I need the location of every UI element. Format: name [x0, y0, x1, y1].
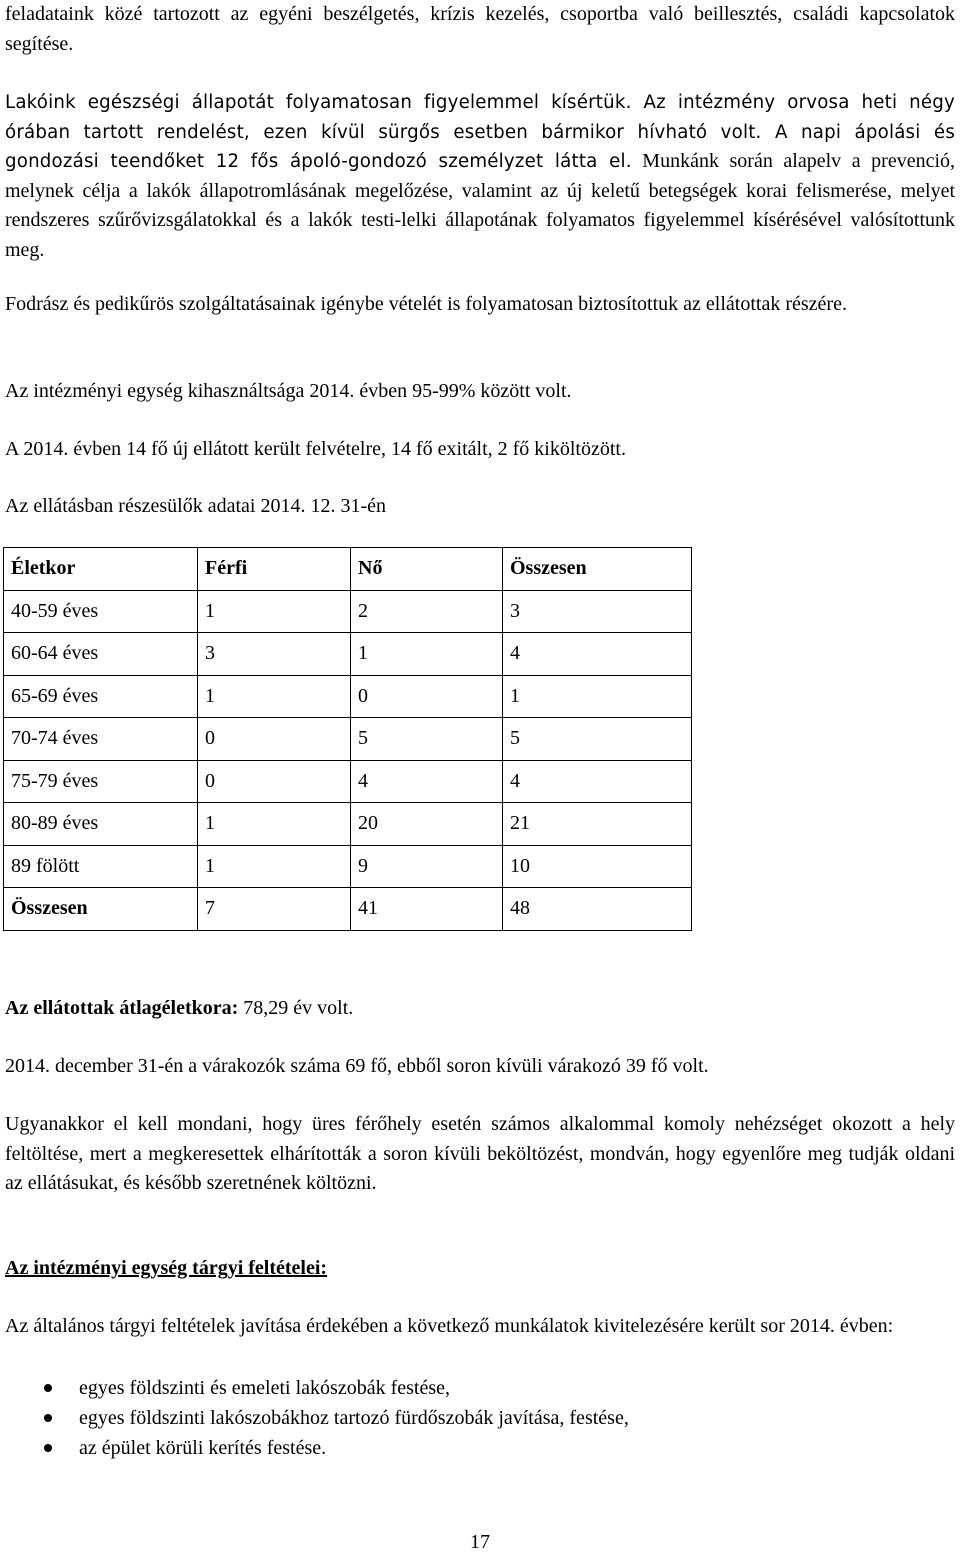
bullet-icon — [44, 1384, 52, 1392]
paragraph-waiting: 2014. december 31-én a várakozók száma 69 fő, ebből soron kívüli várakozó 39 fő volt. — [5, 1055, 709, 1077]
total-cell: 48 — [503, 888, 692, 931]
table-cell: 21 — [503, 803, 692, 846]
table-cell: 1 — [198, 675, 351, 718]
table-cell: 1 — [198, 590, 351, 633]
list-item — [5, 1433, 629, 1463]
table-cell: 75-79 éves — [4, 760, 198, 803]
total-cell: 7 — [198, 888, 351, 931]
table-total-row — [4, 888, 692, 931]
table-cell: 1 — [351, 633, 503, 676]
table-cell: 20 — [351, 803, 503, 846]
header-cell: Összesen — [503, 548, 692, 591]
table-cell: 65-69 éves — [4, 675, 198, 718]
list-item-text: egyes földszinti és emeleti lakószobák festése, — [79, 1377, 450, 1399]
table-row — [4, 803, 692, 846]
table-header-row — [4, 548, 692, 591]
header-cell: Életkor — [4, 548, 198, 591]
bullet-icon — [44, 1444, 52, 1452]
table-cell: 0 — [351, 675, 503, 718]
table-cell: 1 — [198, 845, 351, 888]
table-cell: 4 — [503, 633, 692, 676]
table-row — [4, 675, 692, 718]
average-age-value: 78,29 év volt. — [238, 997, 354, 1019]
list-item — [5, 1373, 629, 1403]
table-cell: 0 — [198, 718, 351, 761]
table-cell: 70-74 éves — [4, 718, 198, 761]
table-cell: 5 — [503, 718, 692, 761]
table-cell: 80-89 éves — [4, 803, 198, 846]
table-cell: 4 — [351, 760, 503, 803]
total-cell: Összesen — [4, 888, 198, 931]
table-cell: 0 — [198, 760, 351, 803]
paragraph-conditions: Az általános tárgyi feltételek javítása érdekében a következő munkálatok kivitelezésére került sor 2014. évben: — [5, 1315, 894, 1337]
list-item-text: az épület körüli kerítés festése. — [79, 1437, 327, 1459]
section-heading-text: Az intézményi egység tárgyi feltételei: — [5, 1257, 328, 1279]
paragraph-utilization: Az intézményi egység kihasználtsága 2014. évben 95-99% között volt. — [5, 380, 572, 402]
table-row — [4, 590, 692, 633]
table-cell: 60-64 éves — [4, 633, 198, 676]
table-row — [4, 718, 692, 761]
table-cell: 3 — [198, 633, 351, 676]
table-cell: 1 — [198, 803, 351, 846]
header-cell: Férfi — [198, 548, 351, 591]
paragraph-admissions: A 2014. évben 14 fő új ellátott került felvételre, 14 fő exitált, 2 fő kiköltözött. — [5, 438, 626, 460]
page-number: 17 — [470, 1531, 490, 1553]
table-cell: 9 — [351, 845, 503, 888]
total-cell: 41 — [351, 888, 503, 931]
table-cell: 2 — [351, 590, 503, 633]
table-row — [4, 845, 692, 888]
paragraph-services: Fodrász és pedikűrös szolgáltatásainak igénybe vételét is folyamatosan biztosítottuk az ellátottak részére. — [5, 293, 847, 315]
paragraph-problem: Ugyanakkor el kell mondani, hogy üres férőhely esetén számos alkalommal komoly nehézséget okozott a hely feltöltése, mert a megkeresettek elhárították a soron kívüli beköltözést, mondván, hogy egyenlőre meg tudják oldani az ellátásukat, és később szeretnének költözni. — [5, 1113, 955, 1194]
table-cell: 5 — [351, 718, 503, 761]
table-cell: 1 — [503, 675, 692, 718]
paragraph-health-sans: Lakóink egészségi állapotát folyamatosan figyelemmel kísértük. Az intézmény orvosa heti négy órában tartott rendelést, ezen kívül sürgős esetben bármikor hívható volt. A napi ápolási és gondozási teendőket 12 fős ápoló-gondozó személyzet látta el. — [5, 92, 955, 172]
table-cell: 89 fölött — [4, 845, 198, 888]
paragraph-health — [5, 88, 955, 265]
section-heading — [5, 1254, 955, 1284]
works-list — [5, 1373, 629, 1463]
table-row — [4, 760, 692, 803]
table-cell: 4 — [503, 760, 692, 803]
paragraph-health-serif: Munkánk során alapelv a prevenció, melynek célja a lakók állapotromlásának megelőzése, valamint az új keletű betegségek korai felismerése, melyet rendszeres szűrővizsgálatokkal és a lakók testi-lelki állapotának folyamatos figyelemmel kísérésével valósítottunk meg. — [5, 150, 956, 261]
table-cell: 40-59 éves — [4, 590, 198, 633]
residents-age-table — [3, 547, 692, 931]
bullet-icon — [44, 1414, 52, 1422]
average-age-label: Az ellátottak átlagéletkora: — [5, 997, 239, 1019]
average-age — [5, 994, 955, 1024]
list-item-text: egyes földszinti lakószobákhoz tartozó fürdőszobák javítása, festése, — [79, 1407, 629, 1429]
header-cell: Nő — [351, 548, 503, 591]
table-cell: 10 — [503, 845, 692, 888]
paragraph-intro: feladataink közé tartozott az egyéni beszélgetés, krízis kezelés, csoportba való beillesztés, családi kapcsolatok segítése. — [5, 3, 955, 55]
table-caption: Az ellátásban részesülők adatai 2014. 12. 31-én — [5, 495, 386, 517]
table-cell: 3 — [503, 590, 692, 633]
table-row — [4, 633, 692, 676]
list-item — [5, 1403, 629, 1433]
